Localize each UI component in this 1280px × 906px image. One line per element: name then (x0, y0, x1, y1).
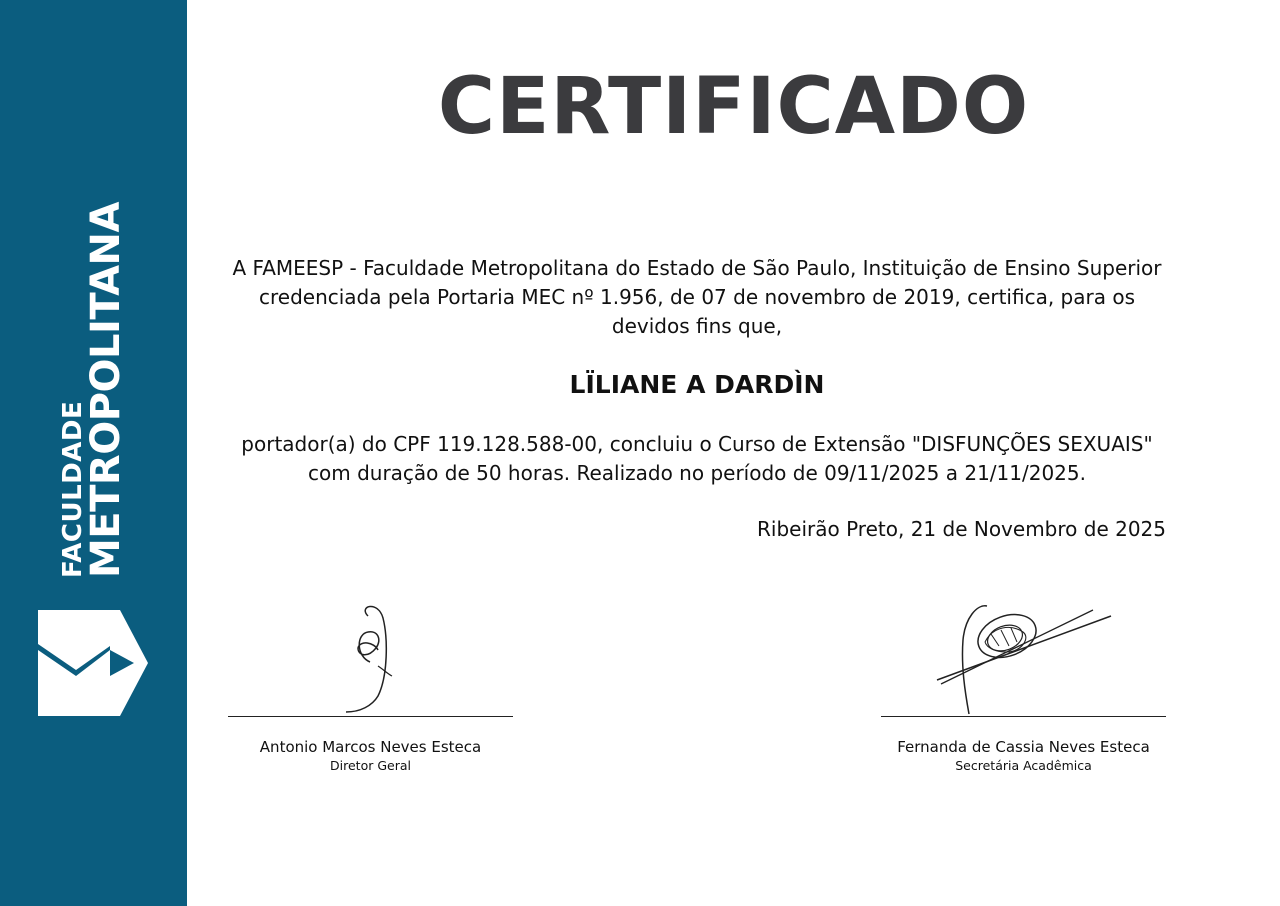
wordmark-line1: FACULDADE (58, 400, 88, 578)
signature-line-secretary (881, 716, 1166, 717)
wordmark-line2: METROPOLITANA (83, 202, 129, 578)
course-details-paragraph: portador(a) do CPF 119.128.588-00, concluiu o Curso de Extensão "DISFUNÇÕES SEXUAIS" com duração de 50 horas. Realizado no período de 09/11/2025 a 21/11/2025. (241, 432, 1153, 485)
certificate-title: CERTIFICADO (437, 62, 1030, 152)
signer-role-director: Diretor Geral (330, 758, 411, 773)
signer-name-secretary: Fernanda de Cassia Neves Esteca (897, 738, 1150, 756)
handwritten-signature-director (228, 596, 513, 716)
handwritten-signature-secretary (881, 596, 1166, 716)
signer-role-secretary: Secretária Acadêmica (955, 758, 1092, 773)
signer-name-director: Antonio Marcos Neves Esteca (259, 738, 482, 756)
recipient-name: LÏLIANE A DARDÌN (569, 370, 825, 399)
signature-line-director (228, 716, 513, 717)
place-and-date: Ribeirão Preto, 21 de Novembro de 2025 (757, 517, 1166, 541)
sidebar-banner (0, 0, 187, 906)
intro-paragraph: A FAMEESP - Faculdade Metropolitana do Estado de São Paulo, Instituição de Ensino Superior credenciada pela Portaria MEC nº 1.956, de 07 de novembro de 2019, certifica, para os devidos fins que, (232, 256, 1162, 338)
metropolitana-logo-icon (38, 610, 148, 716)
signature-block-director (228, 596, 513, 775)
signature-block-secretary (881, 596, 1166, 775)
institution-wordmark (58, 202, 129, 578)
